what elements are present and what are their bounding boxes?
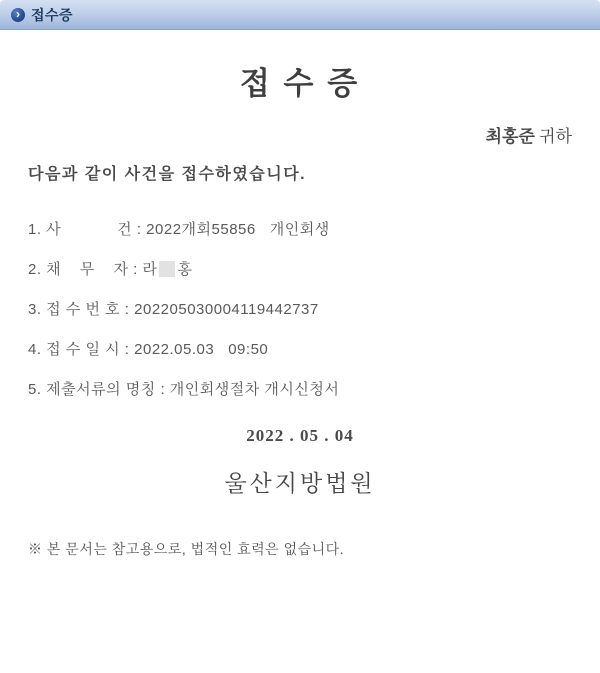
recipient-suffix: 귀하 bbox=[534, 127, 572, 146]
debtor-name-suffix: 홍 bbox=[177, 261, 193, 278]
case-number-line: 1. 사 건 : 2022개회55856 개인회생 bbox=[28, 221, 330, 238]
receipt-datetime-line: 4. 접 수 일 시 : 2022.05.03 09:50 bbox=[28, 341, 269, 358]
issue-date: 2022 . 05 . 04 bbox=[246, 426, 354, 445]
recipient-name: 최홍준 bbox=[485, 127, 535, 146]
page-header-bar bbox=[0, 0, 600, 30]
court-name: 울산지방법원 bbox=[224, 471, 376, 496]
receipt-number-line: 3. 접 수 번 호 : 202205030004119442737 bbox=[28, 301, 319, 318]
chevron-right-icon: › bbox=[11, 8, 25, 22]
disclaimer-note: ※ 본 문서는 참고용으로, 법적인 효력은 없습니다. bbox=[28, 541, 345, 557]
debtor-line bbox=[28, 261, 572, 279]
document-title: 접 수 증 bbox=[239, 66, 361, 101]
debtor-label: 2. 채 무 자 : 라 bbox=[28, 261, 158, 278]
submitted-document-line: 5. 제출서류의 명칭 : 개인회생절차 개시신청서 bbox=[28, 381, 340, 398]
intro-statement: 다음과 같이 사건을 접수하였습니다. bbox=[28, 166, 307, 183]
redaction-box bbox=[159, 261, 175, 277]
recipient-line bbox=[28, 126, 572, 147]
page-header-title: 접수증 bbox=[31, 6, 74, 23]
receipt-document bbox=[0, 66, 600, 558]
case-detail-list bbox=[28, 221, 572, 399]
